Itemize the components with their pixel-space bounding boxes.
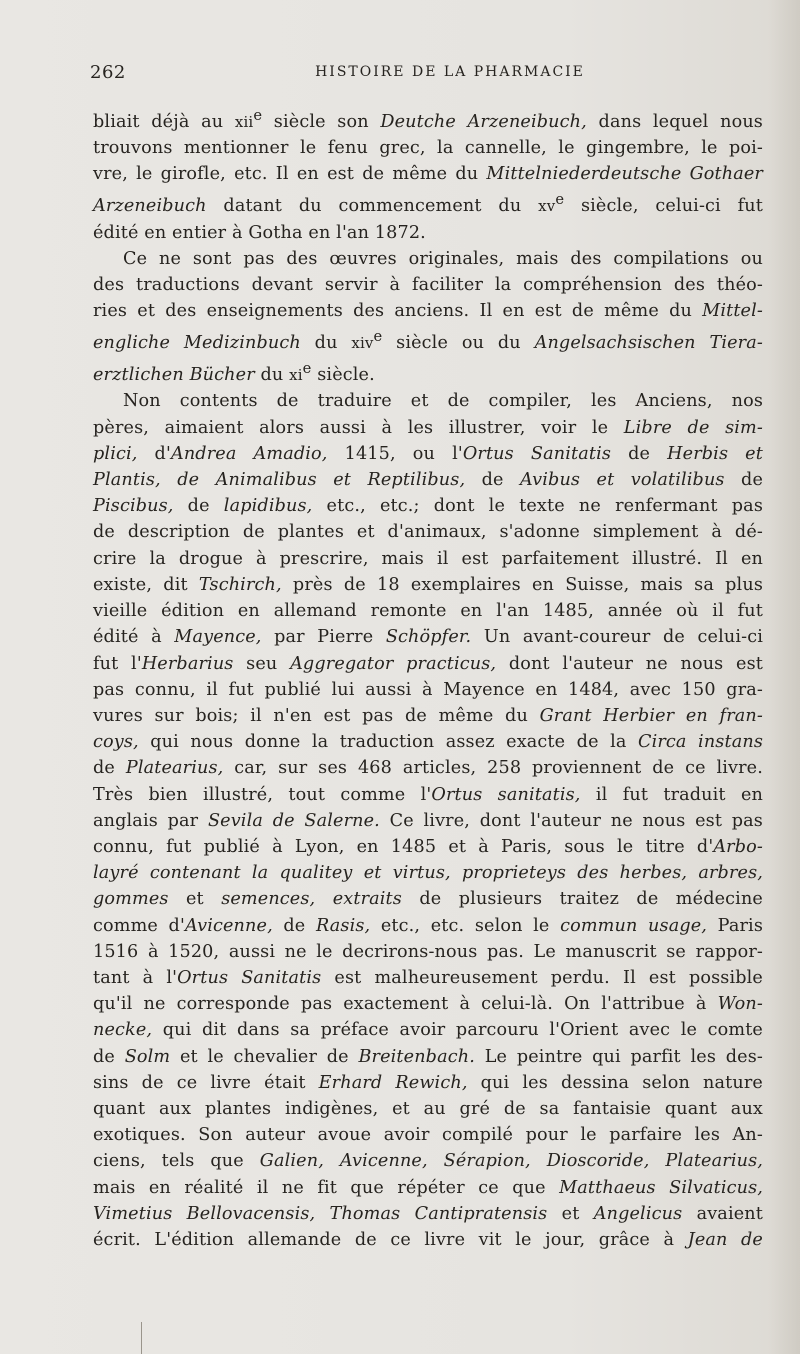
text-line: crire la drogue à prescrire, mais il est parfaitement illustré. Il en [93,548,763,569]
text-line: 1516 à 1520, aussi ne le decrirons-nous pas. Le manuscrit se rappor- [93,941,763,962]
text-line: vures sur bois; il n'en est pas de même du Grant Herbier en fran- [93,705,763,726]
text-line: anglais par Sevila de Salerne. Ce livre, dont l'auteur ne nous est pas [93,810,763,831]
running-title: HISTOIRE DE LA PHARMACIE [315,64,585,80]
paper-mark [141,1322,142,1354]
text-line: Arzeneibuch datant du commencement du $xv^e$ siècle, celui-ci fut [93,191,764,217]
text-line: Piscibus, de lapidibus, etc., etc.; dont le texte ne renfermant pas [93,496,764,517]
text-line: pas connu, il fut publié lui aussi à Mayence en 1484, avec 150 gra- [93,679,763,700]
text-line: édité à Mayence, par Pierre Schöpfer. Un avant-coureur de celui-ci [93,627,763,648]
text-line: fut l'Herbarius seu Aggregator practicus, dont l'auteur ne nous est [93,653,763,674]
text-line: exotiques. Son auteur avoue avoir compilé pour le parfaire les An- [93,1125,763,1146]
text-line: coys, qui nous donne la traduction assez exacte de la Circa instans [93,732,763,753]
text-line: existe, dit Tschirch, près de 18 exemplaires en Suisse, mais sa plus [93,574,763,595]
text-line: tant à l'Ortus Sanitatis est malheureusement perdu. Il est possible [93,967,763,988]
text-line: engliche Medizinbuch du xiv$^e$ siècle ou du Angelsachsischen Tiera- [93,328,763,354]
body-text [93,103,763,1253]
text-line: édité en entier à Gotha en l'an 1872. [93,222,426,243]
text-line: de Solm et le chevalier de Breitenbach. Le peintre qui parfit les des- [93,1046,763,1067]
page-number: 262 [90,62,126,83]
text-line: Vimetius Bellovacensis, Thomas Cantipratensis et Angelicus avaient [93,1203,763,1224]
page-header [90,62,760,92]
text-line: bliait déjà au xii$^e$ siècle son Deutche Arzeneibuch, dans lequel nous [93,107,763,132]
text-line: de Platearius, car, sur ses 468 articles, 258 proviennent de ce livre. [93,758,763,779]
text-line: sins de ce livre était Erhard Rewich, qui les dessina selon nature [93,1072,763,1093]
text-line: mais en réalité il ne fit que répéter ce que Matthaeus Silvaticus, [93,1177,764,1198]
text-line: ries et des enseignements des anciens. Il en est de même du Mittel- [93,301,763,322]
text-line: Plantis, de Animalibus et Reptilibus, de Avibus et volatilibus de [93,470,764,491]
text-line: quant aux plantes indigènes, et au gré de sa fantaisie quant aux [93,1098,763,1119]
text-line: plici, d'Andrea Amadio, 1415, ou l'Ortus Sanitatis de Herbis et [93,443,763,464]
text-line: comme d'Avicenne, de Rasis, etc., etc. selon le commun usage, Paris [93,915,763,936]
text-line: erztlichen Bücher du $xi^e$ siècle. [93,360,375,386]
text-line: des traductions devant servir à faciliter la compréhension des théo- [93,274,763,295]
text-line: pères, aimaient alors aussi à les illustrer, voir le Libre de sim- [93,417,763,438]
text-line: vieille édition en allemand remonte en l'an 1485, année où il fut [93,601,763,622]
text-line: gommes et semences, extraits de plusieurs traitez de médecine [93,889,763,910]
text-line: connu, fut publié à Lyon, en 1485 et à Paris, sous le titre d'Arbo- [93,836,763,857]
text-line: trouvons mentionner le fenu grec, la cannelle, le gingembre, le poi- [93,138,763,159]
text-line: Ce ne sont pas des œuvres originales, mais des compilations ou [123,248,763,269]
text-line: de description de plantes et d'animaux, s'adonne simplement à dé- [93,522,763,543]
text-line: vre, le girofle, etc. Il en est de même du Mittelniederdeutsche Gothaer [93,164,763,185]
text-line: layré contenant la qualitey et virtus, proprieteys des herbes, arbres, [93,863,763,884]
text-line: écrit. L'édition allemande de ce livre vit le jour, grâce à Jean de [93,1229,763,1250]
text-line: qu'il ne corresponde pas exactement à celui-là. On l'attribue à Won- [93,994,763,1015]
text-line: necke, qui dit dans sa préface avoir parcouru l'Orient avec le comte [93,1020,763,1041]
text-line: Très bien illustré, tout comme l'Ortus sanitatis, il fut traduit en [93,784,763,805]
text-line: Non contents de traduire et de compiler, les Anciens, nos [123,391,763,412]
text-line: ciens, tels que Galien, Avicenne, Sérapion, Dioscoride, Platearius, [93,1151,763,1172]
